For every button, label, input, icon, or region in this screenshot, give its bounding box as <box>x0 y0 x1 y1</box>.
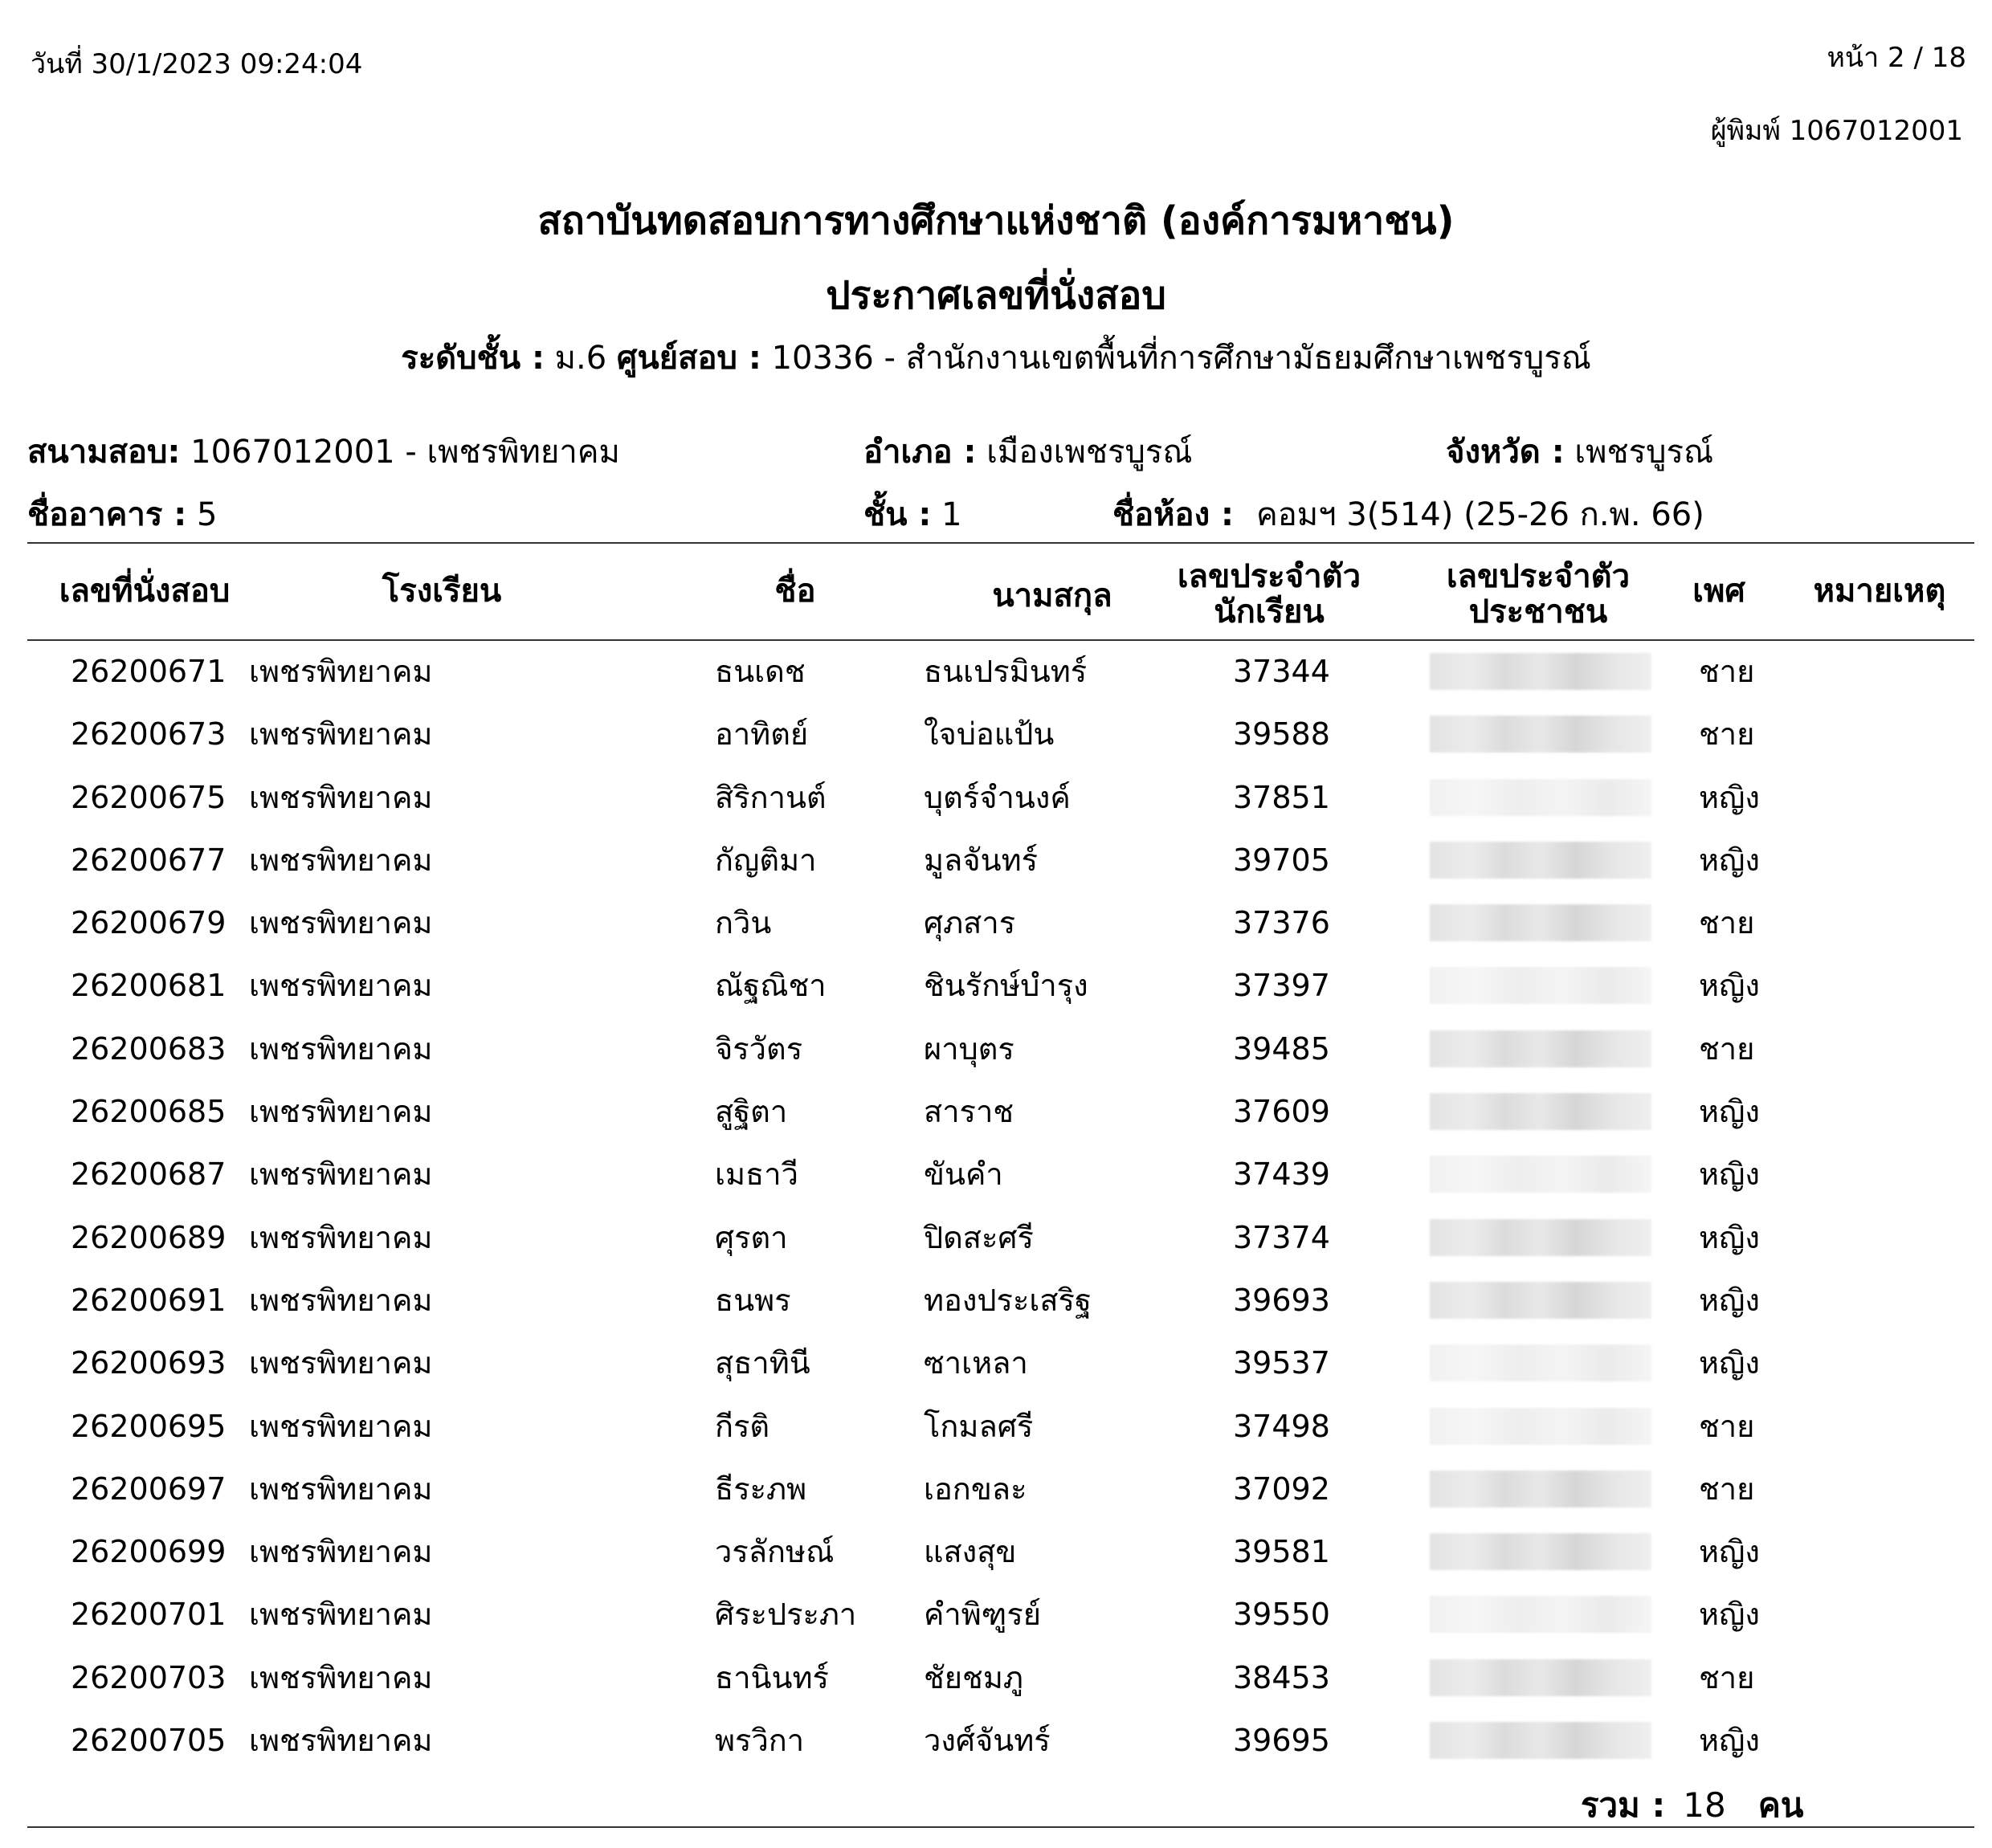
last-name: ปิดสะศรี <box>924 1219 1034 1255</box>
first-name: ณัฐณิชา <box>715 968 827 1004</box>
student-id: 39581 <box>1233 1534 1330 1570</box>
header-seat: เลขที่นั่งสอบ <box>59 573 231 610</box>
gender: หญิง <box>1699 1094 1760 1130</box>
first-name: จิรวัตร <box>715 1030 803 1067</box>
last-name: ศุภสาร <box>924 905 1016 941</box>
last-name: บุตร์จำนงค์ <box>924 779 1071 815</box>
table-row <box>0 1464 1992 1527</box>
student-id: 37374 <box>1233 1219 1330 1255</box>
school-name: เพชรพิทยาคม <box>249 1219 433 1255</box>
gender: หญิง <box>1699 1282 1760 1318</box>
gender: หญิง <box>1699 1723 1760 1759</box>
first-name: อาทิตย์ <box>715 716 809 753</box>
first-name: ธนพร <box>715 1282 791 1318</box>
first-name: ธนเดช <box>715 654 806 689</box>
level-value: ม.6 <box>554 340 607 377</box>
school-name: เพชรพิทยาคม <box>249 1723 433 1759</box>
last-name: ธนเปรมินทร์ <box>924 654 1088 689</box>
table-row <box>0 709 1992 772</box>
printer-id: ผู้พิมพ์ 1067012001 <box>1710 115 1963 147</box>
redacted-citizen-id <box>1430 1471 1651 1507</box>
gender: หญิง <box>1699 1219 1760 1255</box>
school-name: เพชรพิทยาคม <box>249 654 433 689</box>
province-label: จังหวัด : <box>1446 434 1565 471</box>
last-name: เอกขละ <box>924 1471 1027 1507</box>
student-id: 37344 <box>1233 654 1330 689</box>
school-name: เพชรพิทยาคม <box>249 1157 433 1193</box>
room-info <box>1112 488 1704 540</box>
seat-number: 26200695 <box>71 1408 227 1444</box>
school-name: เพชรพิทยาคม <box>249 1597 433 1633</box>
province-value: เพชรบูรณ์ <box>1574 434 1714 471</box>
center-value: 10336 - สำนักงานเขตพื้นที่การศึกษามัธยมศึกษาเพชรบูรณ์ <box>771 340 1591 377</box>
redacted-citizen-id <box>1430 1219 1651 1256</box>
last-name: สาราช <box>924 1094 1014 1130</box>
venue-info <box>27 426 620 477</box>
table-top-rule <box>27 542 1974 544</box>
student-id: 37092 <box>1233 1471 1330 1507</box>
school-name: เพชรพิทยาคม <box>249 1659 433 1695</box>
header-remark: หมายเหตุ <box>1813 573 1946 610</box>
redacted-citizen-id <box>1430 1156 1651 1193</box>
redacted-citizen-id <box>1430 904 1651 941</box>
first-name: วรลักษณ์ <box>715 1534 835 1570</box>
student-id: 39693 <box>1233 1282 1330 1318</box>
seat-number: 26200671 <box>71 654 227 689</box>
header-student-id <box>1149 559 1390 630</box>
district-info <box>863 426 1192 477</box>
header-student-id-line2: นักเรียน <box>1214 594 1325 630</box>
student-id: 39550 <box>1233 1597 1330 1633</box>
district-label: อำเภอ : <box>863 434 977 471</box>
school-name: เพชรพิทยาคม <box>249 842 433 878</box>
seat-number: 26200691 <box>71 1282 227 1318</box>
last-name: ชัยชมภู <box>924 1659 1023 1695</box>
floor-value: 1 <box>941 496 962 533</box>
last-name: ขันคำ <box>924 1157 1003 1193</box>
total-count <box>1581 1779 1804 1832</box>
gender: ชาย <box>1699 1471 1755 1507</box>
redacted-citizen-id <box>1430 1596 1651 1633</box>
last-name: คำพิฑูรย์ <box>924 1597 1042 1633</box>
gender: ชาย <box>1699 905 1755 941</box>
student-id: 39588 <box>1233 716 1330 753</box>
header-gender: เพศ <box>1692 573 1745 610</box>
header-surname: นามสกุล <box>992 577 1112 614</box>
school-name: เพชรพิทยาคม <box>249 1408 433 1444</box>
building-value: 5 <box>197 496 218 533</box>
header-citizen-id-line2: ประชาชน <box>1468 594 1608 630</box>
gender: หญิง <box>1699 1597 1760 1633</box>
last-name: วงศ์จันทร์ <box>924 1723 1051 1759</box>
organization-title: สถาบันทดสอบการทางศึกษาแห่งชาติ (องค์การมหาชน) <box>537 198 1455 243</box>
school-name: เพชรพิทยาคม <box>249 1534 433 1570</box>
school-name: เพชรพิทยาคม <box>249 779 433 815</box>
first-name: สุธาทินี <box>715 1345 810 1381</box>
table-row <box>0 1589 1992 1652</box>
last-name: โกมลศรี <box>924 1408 1034 1444</box>
room-label: ชื่อห้อง : <box>1112 496 1235 533</box>
header-name: ชื่อ <box>774 573 816 610</box>
building-info <box>27 488 217 540</box>
seat-number: 26200675 <box>71 779 227 815</box>
redacted-citizen-id <box>1430 1030 1651 1067</box>
table-row <box>0 1338 1992 1401</box>
gender: ชาย <box>1699 1659 1755 1695</box>
redacted-citizen-id <box>1430 779 1651 816</box>
student-id: 37376 <box>1233 905 1330 941</box>
table-row <box>0 898 1992 961</box>
first-name: พรวิกา <box>715 1723 805 1759</box>
floor-label: ชั้น : <box>863 496 932 533</box>
exam-level-center <box>0 332 1992 383</box>
seat-number: 26200699 <box>71 1534 227 1570</box>
header-citizen-id-line1: เลขประจำตัว <box>1446 558 1631 595</box>
school-name: เพชรพิทยาคม <box>249 968 433 1004</box>
gender: ชาย <box>1699 1030 1755 1067</box>
seat-table-body <box>0 647 1992 1778</box>
print-date: วันที่ 30/1/2023 09:24:04 <box>31 48 363 80</box>
table-row <box>0 1024 1992 1087</box>
gender: หญิง <box>1699 779 1760 815</box>
venue-label: สนามสอบ: <box>27 434 181 471</box>
student-id: 37397 <box>1233 968 1330 1004</box>
school-name: เพชรพิทยาคม <box>249 1094 433 1130</box>
school-name: เพชรพิทยาคม <box>249 1345 433 1381</box>
table-row <box>0 1149 1992 1212</box>
header-student-id-line1: เลขประจำตัว <box>1177 558 1361 595</box>
center-label: ศูนย์สอบ : <box>616 340 761 377</box>
last-name: ซาเหลา <box>924 1345 1028 1381</box>
seat-number: 26200677 <box>71 842 227 878</box>
table-row <box>0 773 1992 835</box>
venue-value: 1067012001 - เพชรพิทยาคม <box>190 434 620 471</box>
redacted-citizen-id <box>1430 1093 1651 1130</box>
redacted-citizen-id <box>1430 967 1651 1004</box>
seat-number: 26200701 <box>71 1597 227 1633</box>
table-header-rule <box>27 639 1974 641</box>
seat-number: 26200689 <box>71 1219 227 1255</box>
first-name: ธานินทร์ <box>715 1659 829 1695</box>
redacted-citizen-id <box>1430 1408 1651 1445</box>
redacted-citizen-id <box>1430 1659 1651 1696</box>
seat-number: 26200685 <box>71 1094 227 1130</box>
last-name: มูลจันทร์ <box>924 842 1039 878</box>
last-name: ทองประเสริฐ <box>924 1282 1092 1318</box>
table-row <box>0 961 1992 1023</box>
student-id: 39485 <box>1233 1030 1330 1067</box>
floor-info <box>863 488 962 540</box>
table-row <box>0 1087 1992 1149</box>
student-id: 37439 <box>1233 1157 1330 1193</box>
redacted-citizen-id <box>1430 1722 1651 1759</box>
table-row <box>0 1401 1992 1464</box>
school-name: เพชรพิทยาคม <box>249 1030 433 1067</box>
first-name: สูฐิตา <box>715 1094 788 1130</box>
gender: ชาย <box>1699 716 1755 753</box>
seat-number: 26200687 <box>71 1157 227 1193</box>
gender: หญิง <box>1699 1534 1760 1570</box>
total-label: รวม : <box>1581 1785 1666 1825</box>
seat-number: 26200693 <box>71 1345 227 1381</box>
school-name: เพชรพิทยาคม <box>249 905 433 941</box>
gender: หญิง <box>1699 968 1760 1004</box>
seat-number: 26200683 <box>71 1030 227 1067</box>
first-name: กวิน <box>715 905 772 941</box>
seat-number: 26200681 <box>71 968 227 1004</box>
document-title: ประกาศเลขที่นั่งสอบ <box>826 273 1166 318</box>
gender: หญิง <box>1699 1157 1760 1193</box>
seat-number: 26200703 <box>71 1659 227 1695</box>
gender: หญิง <box>1699 1345 1760 1381</box>
last-name: ใจบ่อแป้น <box>924 716 1055 753</box>
school-name: เพชรพิทยาคม <box>249 1282 433 1318</box>
redacted-citizen-id <box>1430 653 1651 690</box>
last-name: ผาบุตร <box>924 1030 1014 1067</box>
redacted-citizen-id <box>1430 716 1651 753</box>
student-id: 38453 <box>1233 1659 1330 1695</box>
room-value: คอมฯ 3(514) (25-26 ก.พ. 66) <box>1256 496 1704 533</box>
student-id: 37498 <box>1233 1408 1330 1444</box>
gender: หญิง <box>1699 842 1760 878</box>
gender: ชาย <box>1699 654 1755 689</box>
first-name: ศิระประภา <box>715 1597 857 1633</box>
first-name: กัญติมา <box>715 842 817 878</box>
student-id: 37609 <box>1233 1094 1330 1130</box>
seat-number: 26200705 <box>71 1723 227 1759</box>
district-value: เมืองเพชรบูรณ์ <box>986 434 1193 471</box>
redacted-citizen-id <box>1430 1533 1651 1570</box>
redacted-citizen-id <box>1430 1344 1651 1381</box>
table-row <box>0 835 1992 898</box>
level-label: ระดับชั้น : <box>401 340 545 377</box>
table-row <box>0 1275 1992 1338</box>
page-number: หน้า 2 / 18 <box>1827 42 1966 74</box>
total-value: 18 <box>1683 1785 1726 1825</box>
first-name: ศุรตา <box>715 1219 788 1255</box>
header-citizen-id <box>1406 559 1671 630</box>
seat-number: 26200697 <box>71 1471 227 1507</box>
last-name: แสงสุข <box>924 1534 1017 1570</box>
table-row <box>0 1715 1992 1778</box>
student-id: 39537 <box>1233 1345 1330 1381</box>
table-row <box>0 1653 1992 1715</box>
first-name: ธีระภพ <box>715 1471 807 1507</box>
table-row <box>0 647 1992 709</box>
school-name: เพชรพิทยาคม <box>249 716 433 753</box>
seat-number: 26200679 <box>71 905 227 941</box>
gender: ชาย <box>1699 1408 1755 1444</box>
total-unit: คน <box>1757 1785 1804 1825</box>
last-name: ชินรักษ์บำรุง <box>924 968 1088 1004</box>
first-name: สิริกานต์ <box>715 779 827 815</box>
building-label: ชื่ออาคาร : <box>27 496 187 533</box>
header-school: โรงเรียน <box>382 573 502 610</box>
student-id: 39705 <box>1233 842 1330 878</box>
province-info <box>1446 426 1713 477</box>
school-name: เพชรพิทยาคม <box>249 1471 433 1507</box>
student-id: 37851 <box>1233 779 1330 815</box>
table-row <box>0 1527 1992 1589</box>
seat-number: 26200673 <box>71 716 227 753</box>
first-name: กีรติ <box>715 1408 770 1444</box>
redacted-citizen-id <box>1430 1282 1651 1319</box>
table-row <box>0 1213 1992 1275</box>
redacted-citizen-id <box>1430 842 1651 879</box>
student-id: 39695 <box>1233 1723 1330 1759</box>
first-name: เมธาวี <box>715 1157 798 1193</box>
